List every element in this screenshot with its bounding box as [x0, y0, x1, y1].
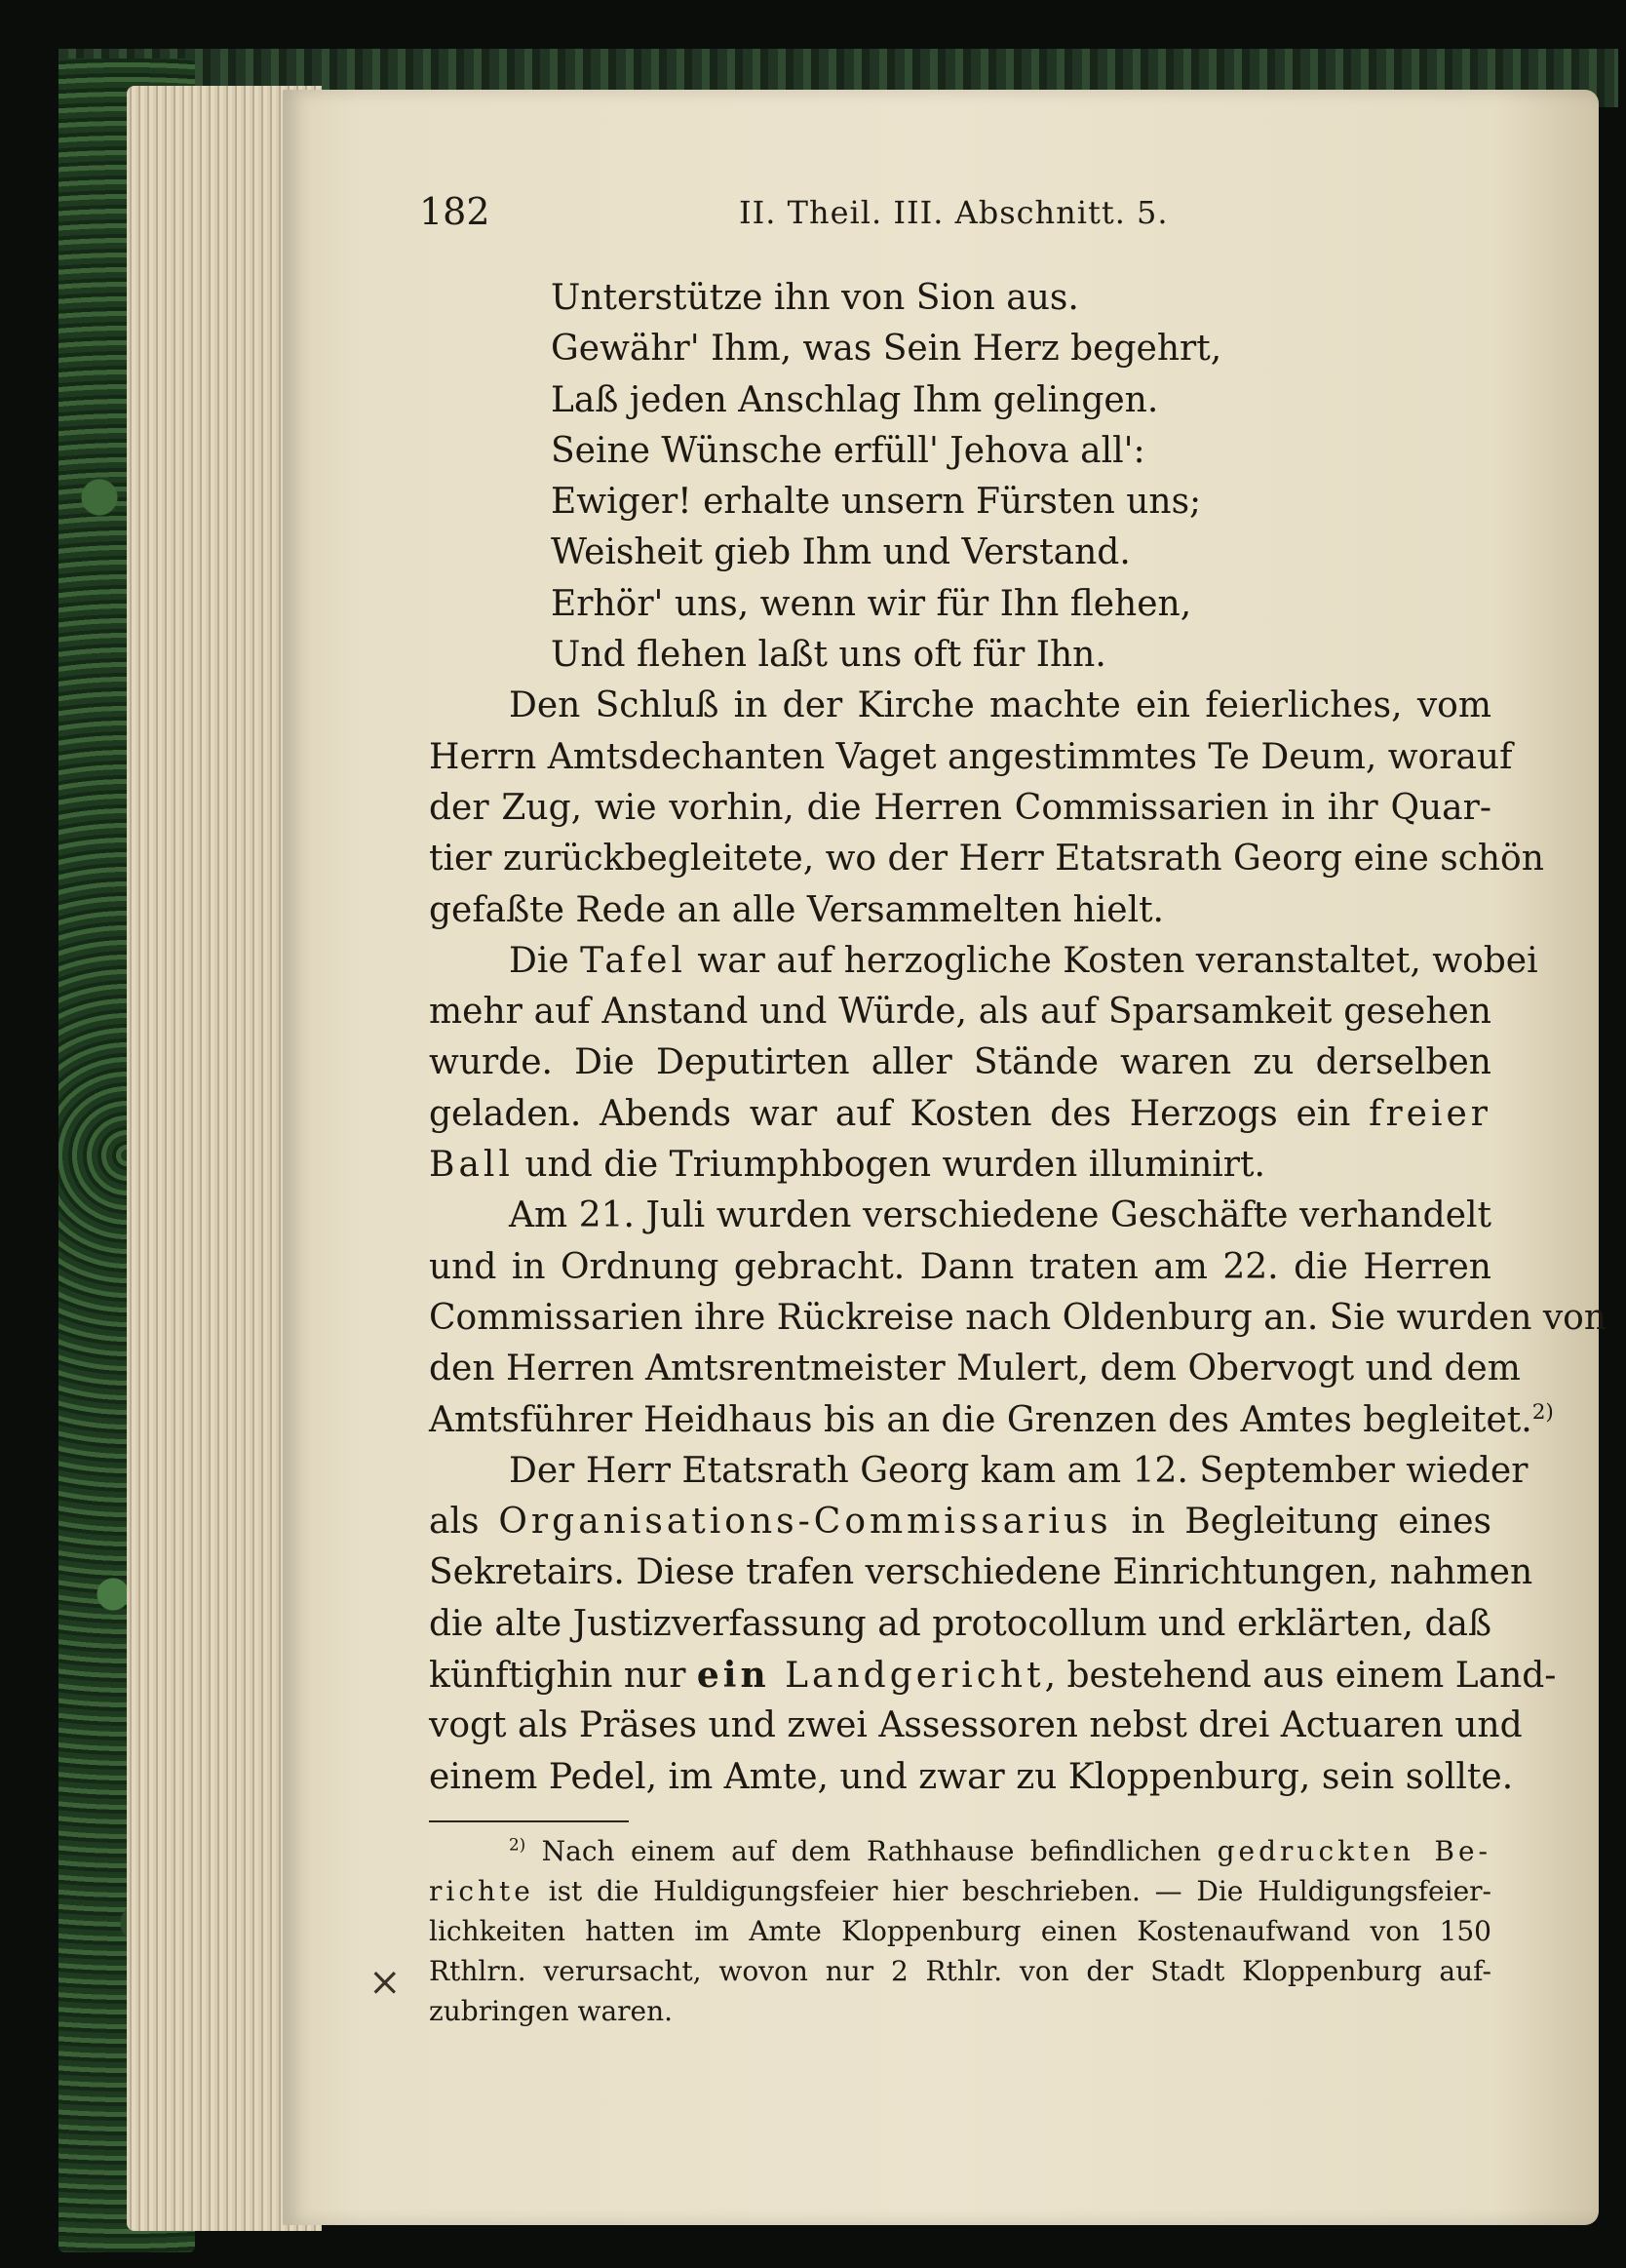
text-line: mehr auf Anstand und Würde, als auf Sparsamkeit gesehen [429, 992, 1491, 1033]
footnote-line: Rthlrn. verursacht, wovon nur 2 Rthlr. von der Stadt Kloppenburg auf- [429, 1955, 1491, 1987]
footnote-line: lichkeiten hatten im Amte Kloppenburg einen Kostenaufwand von 150 [429, 1915, 1491, 1947]
spaced-word: Organisations-Commissarius [498, 1502, 1112, 1543]
text-line [429, 1395, 1554, 1446]
text-line: wurde. Die Deputirten aller Stände waren zu derselben [429, 1042, 1491, 1083]
verse-line: Ewiger! erhalte unsern Fürsten uns; [551, 482, 1202, 523]
footnote-marker: 2) [509, 1834, 526, 1855]
text-span: war auf herzogliche Kosten veranstaltet, wobei [685, 940, 1538, 981]
text-span: in Begleitung eines [1111, 1502, 1491, 1543]
text-line: tier zurückbegleitete, wo der Herr Etatsrath Georg eine schön [429, 839, 1544, 880]
text-line: Der Herr Etatsrath Georg kam am 12. September wieder [509, 1450, 1529, 1491]
spaced-word: Ball [429, 1145, 514, 1186]
text-line: Herrn Amtsdechanten Vaget angestimmtes Te Deum, worauf [429, 736, 1513, 777]
spaced-word: Landgericht [769, 1656, 1045, 1697]
text-line: einem Pedel, im Amte, und zwar zu Kloppenburg, sein sollte. [429, 1756, 1514, 1797]
footnote-rule [429, 1820, 629, 1822]
pencil-cross-mark: × [368, 1960, 402, 2005]
text-line [429, 1497, 1491, 1547]
text-line: gefaßte Rede an alle Versammelten hielt. [429, 889, 1164, 930]
text-line [429, 1089, 1491, 1140]
text-line: Sekretairs. Diese trafen verschiedene Einrichtungen, nahmen [429, 1552, 1533, 1593]
verse-line: Unterstütze ihn von Sion aus. [551, 278, 1079, 318]
verse-line: Weisheit gieb Ihm und Verstand. [551, 532, 1131, 573]
text-line: und in Ordnung gebracht. Dann traten am 22. die Herren [429, 1246, 1491, 1287]
footnote [429, 1831, 1491, 2031]
verse-line: Laß jeden Anschlag Ihm gelingen. [551, 379, 1159, 420]
text-line: den Herren Amtsrentmeister Mulert, dem Obervogt und dem [429, 1349, 1521, 1389]
text-span: geladen. Abends war auf Kosten des Herzogs ein [429, 1093, 1370, 1134]
footnote-line: zubringen waren. [429, 1995, 674, 2027]
text-line: die alte Justizverfassung ad protocollum und erklärten, daß [429, 1603, 1491, 1644]
text-line: Commissarien ihre Rückreise nach Oldenburg an. Sie wurden von [429, 1297, 1607, 1338]
page-body [429, 273, 1607, 1803]
text-span: Die [509, 940, 581, 981]
spaced-word: Tafel [580, 940, 686, 981]
running-title: II. Theil. III. Abschnitt. 5. [739, 194, 1169, 231]
text-span: und die Triumphbogen wurden illuminirt. [513, 1145, 1265, 1186]
text-line: der Zug, wie vorhin, die Herren Commissarien in ihr Quar- [429, 787, 1491, 828]
text-line: Den Schluß in der Kirche machte ein feierliches, vom [509, 685, 1491, 726]
footnote-line [429, 1831, 1491, 1871]
page-number: 182 [419, 190, 490, 233]
spaced-word: gedruckten Be- [1217, 1835, 1491, 1867]
text-line: vogt als Präses und zwei Assessoren nebst drei Actuaren und [429, 1705, 1523, 1746]
text-span: Nach einem auf dem Rathhause befindlichen [525, 1835, 1218, 1867]
text-line: Am 21. Juli wurden verschiedene Geschäfte verhandelt [509, 1195, 1491, 1236]
text-span: ist die Huldigungsfeier hier beschrieben. — Die Huldigungsfeier- [533, 1875, 1491, 1907]
spaced-word: freier [1369, 1093, 1491, 1134]
bold-word: ein [696, 1655, 770, 1697]
verse-line: Seine Wünsche erfüll' Jehova all': [551, 430, 1145, 471]
text-span: künftighin nur [429, 1656, 697, 1697]
text-span: , bestehend aus einem Land- [1044, 1656, 1557, 1697]
footnote-reference: 2) [1531, 1399, 1554, 1425]
verse-line: Erhör' uns, wenn wir für Ihn flehen, [551, 583, 1192, 624]
verse-line: Und flehen laßt uns oft für Ihn. [551, 635, 1106, 676]
footnote-line [429, 1871, 1491, 1911]
text-span: als [429, 1502, 499, 1543]
page-header [419, 190, 1491, 249]
text-line [429, 1140, 1491, 1191]
text-line [429, 1650, 1557, 1701]
verse-line: Gewähr' Ihm, was Sein Herz begehrt, [551, 329, 1222, 370]
text-line [429, 936, 1538, 987]
text-span: Amtsführer Heidhaus bis an die Grenzen des Amtes begleitet. [429, 1399, 1532, 1440]
spaced-word: richte [429, 1875, 534, 1907]
